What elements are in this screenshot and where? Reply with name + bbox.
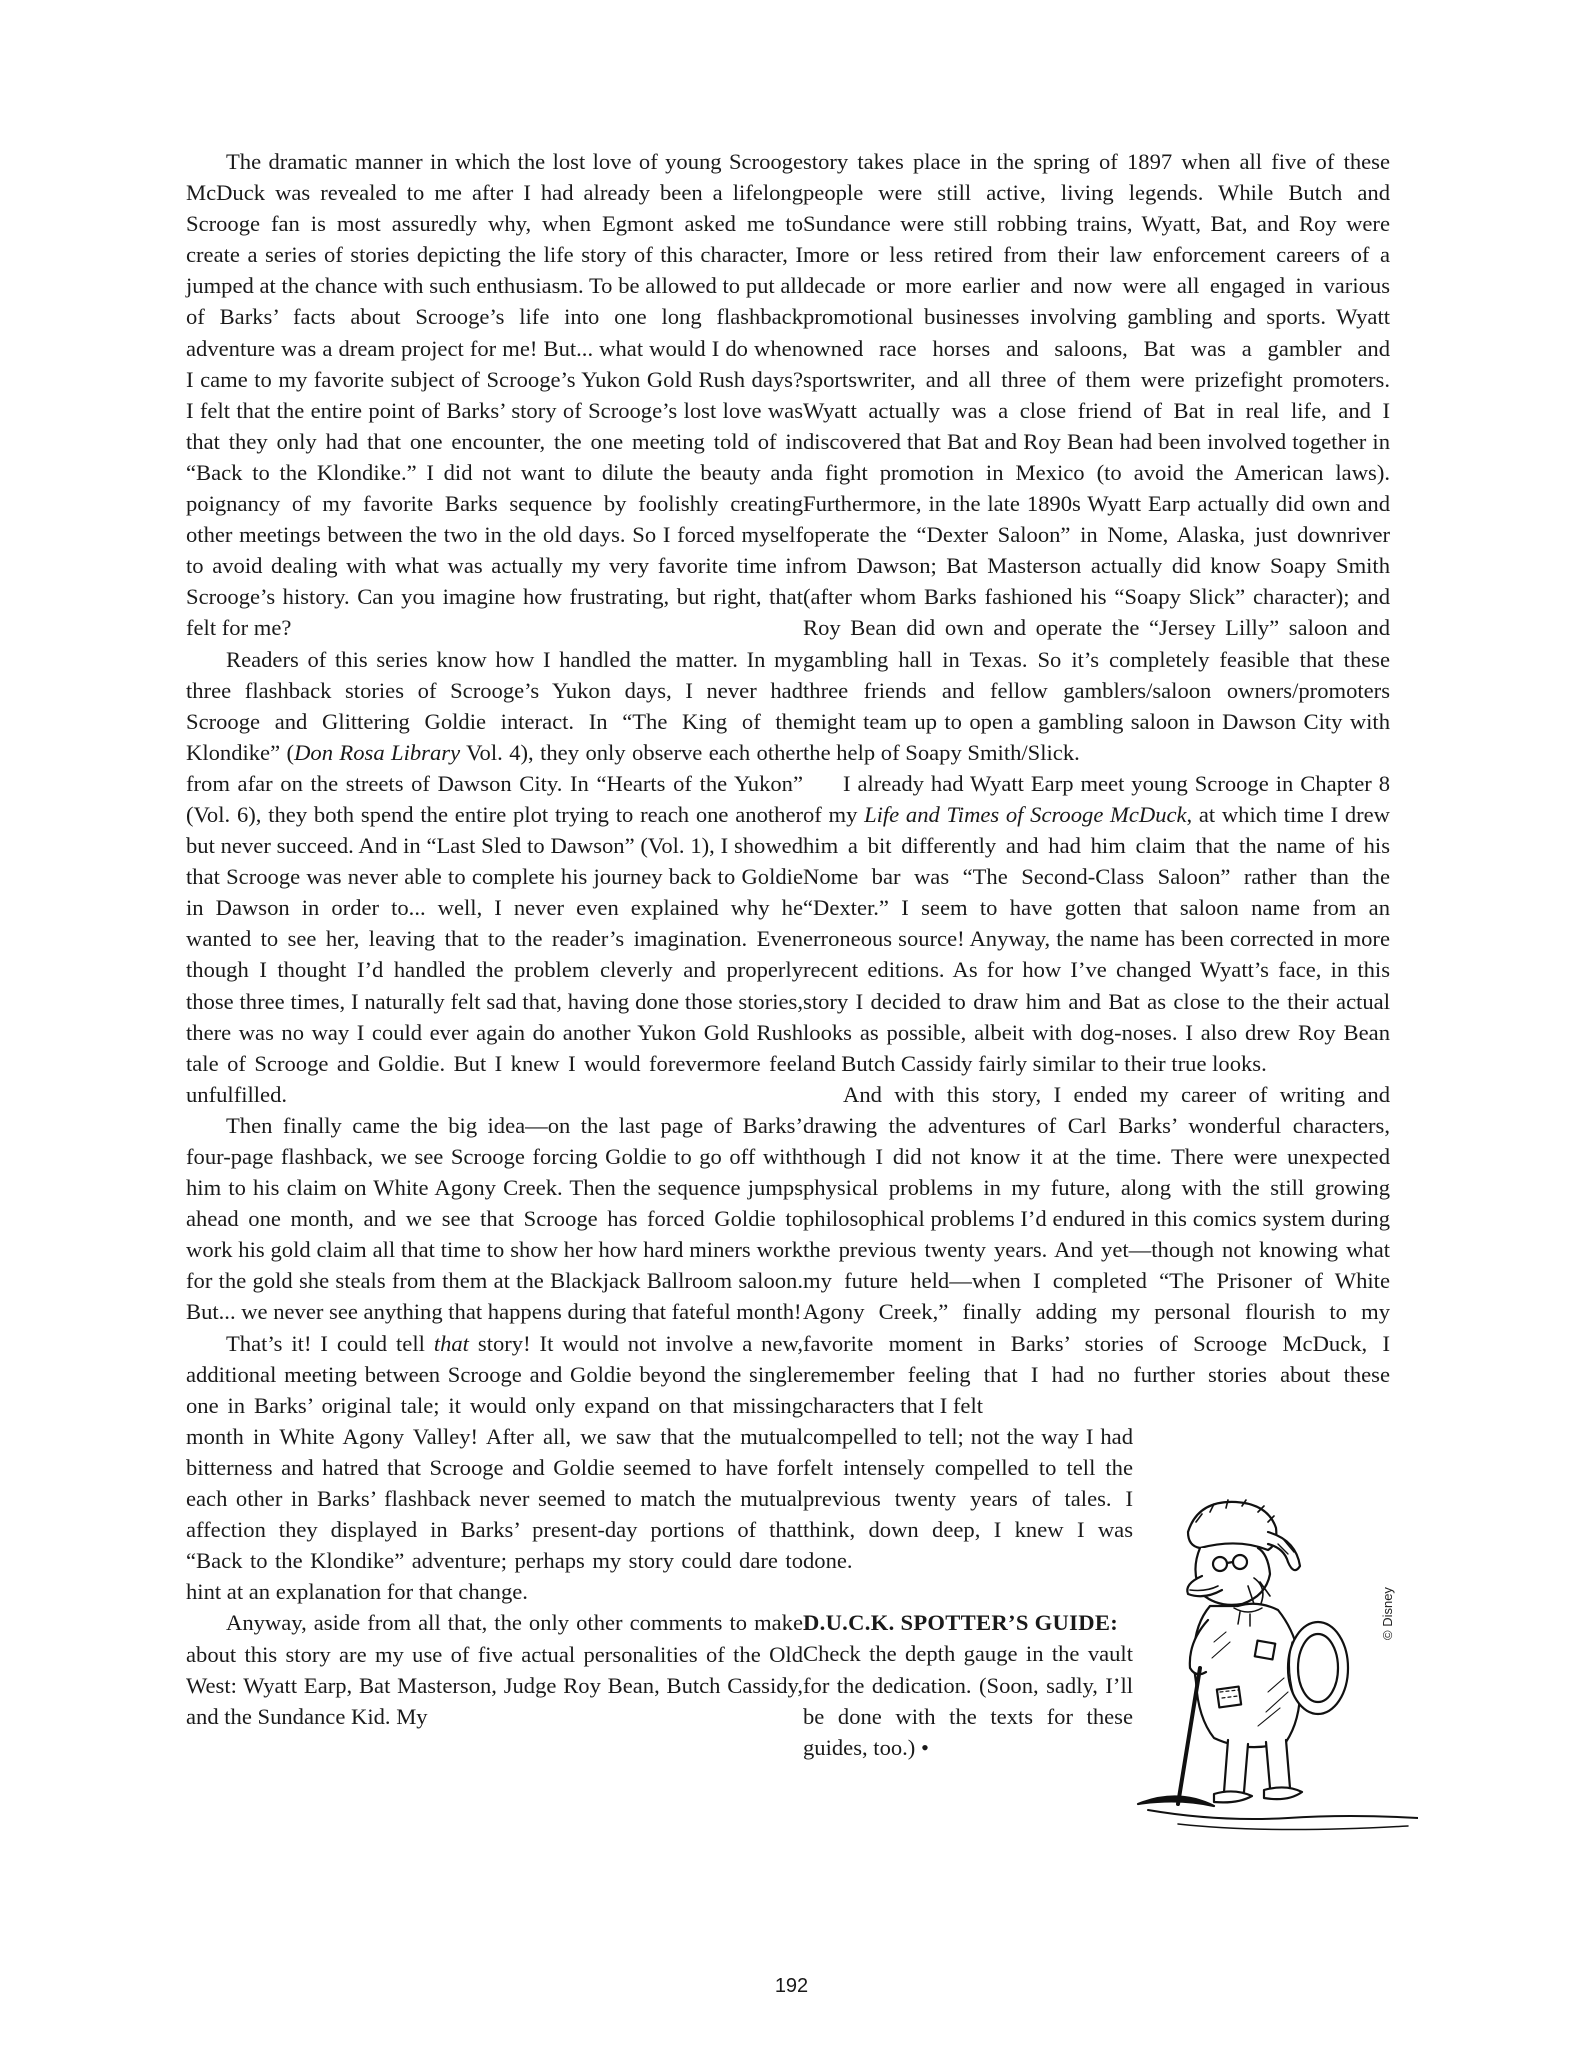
page-number: 192 <box>774 1975 809 1997</box>
body-paragraph: The dramatic manner in which the lost love of young Scrooge McDuck was revealed to me after I had already been a lifelong Scrooge fan is most assuredly why, when Egmont asked me to create a series of stories depicting the life story of this character, I jumped at the chance with such enthusiasm. To be allowed to put all of Barks’ facts about Scrooge’s life into one long flashback adventure was a dream project for me! But... what would I do when I came to my favorite subject of Scrooge’s Yukon Gold Rush days? I felt that the entire point of Barks’ story of Scrooge’s lost love was that they only had that one encounter, the one meeting told of in “Back to the Klondike.” I did not want to dilute the beauty and poignancy of my favorite Barks sequence by foolishly creating other meetings between the two in the old days. So I forced myself to avoid dealing with what was actually my very favorite time in Scrooge’s history. Can you imagine how frustrating, but right, that felt for me? <box>186 149 803 641</box>
text-run: story! It would not involve a new, additional meeting between Scrooge and Goldie beyond the single one in Barks’ original tale; it would only expand on that missing month in White Agony Valley! After all, we saw that the mutual bitterness and hatred that Scrooge and Goldie seemed to have for each other in Barks’ flashback never seemed to match the mutual affection they displayed in Barks’ present-day portions of that “Back to the Klondike” adventure; perhaps my story could dare to hint at an explanation for that change. <box>186 1330 804 1605</box>
text-run: That’s it! I could tell <box>226 1330 434 1356</box>
text-run: Vol. 4), they only observe each other from afar on the streets of Dawson City. In “Hearts of the Yukon” (Vol. 6), they both spend the entire plot trying to reach one another but never succeed. And in “Last Sled to Dawson” (Vol. 1), I showed that Scrooge was never able to complete his journey back to Goldie in Dawson in order to... well, I never even explained why he wanted to see her, leaving that to the reader’s imagination. Even though I thought I’d handled the problem cleverly and properly those three times, I naturally felt sad that, having done those stories, there was no way I could ever again do another Yukon Gold Rush tale of Scrooge and Goldie. But I knew I would forevermore feel unfulfilled. <box>186 739 803 1107</box>
italic-title: Life and Times of Scrooge McDuck <box>864 801 1187 827</box>
italic-word: that <box>433 1330 469 1356</box>
body-paragraph: story takes place in the spring of 1897 when all five of these people were still active, living legends. While Butch and Sundance were still robbing trains, Wyatt, Bat, and Roy were more or less retired from their law enforcement careers of a decade or more earlier and now were all engaged in various promotional businesses involving gambling and sports. Wyatt owned race horses and saloons, Bat was a gambler and sportswriter, and all three of them were prizefight promoters. Wyatt actually was a close friend of Bat in real life, and I discovered that Bat and Roy Bean had been involved together in a fight promotion in Mexico (to avoid the American laws). Furthermore, in the late 1890s Wyatt Earp actually did own and operate the “Dexter Saloon” in Nome, Alaska, just downriver from Dawson; Bat Masterson actually did know Soapy Smith (after whom Barks fashioned his “Soapy Slick” character); and Roy Bean did own and operate the “Jersey Lilly” saloon and gambling hall in Texas. So it’s completely feasible that these three friends and fellow gamblers/saloon owners/promoters might team up to open a gambling saloon in Dawson City with the help of Soapy Smith/Slick. <box>803 149 1390 765</box>
copyright-credit: © Disney <box>1380 1587 1395 1640</box>
body-paragraph <box>186 644 803 1110</box>
text-run: I already had Wyatt Earp meet young Scrooge in Chapter 8 of my <box>803 770 1390 827</box>
italic-title: Don Rosa Library <box>294 739 461 765</box>
scrooge-illustration <box>1118 1492 1418 1844</box>
body-paragraph: Anyway, aside from all that, the only other comments to make about this story are my use of five actual personalities of the Old West: Wyatt Earp, Bat Masterson, Judge Roy Bean, Butch Cassidy, and the Sundance Kid. My <box>186 1610 803 1729</box>
body-paragraph <box>186 1328 803 1608</box>
body-paragraph: And with this story, I ended my career of writing and drawing the adventures of Carl Barks’ wonderful characters, though I did not know it at the time. There were unexpected physical problems in my future, along with the still growing philosophical problems I’d endured in this comics system during the previous twenty years. And yet—though not knowing what my future held—when I completed “The Prisoner of White Agony Creek,” finally adding my personal flourish to my favorite moment in Barks’ stories of Scrooge McDuck, I remember feeling that I had no further stories about these characters that I felt <box>803 1081 1390 1418</box>
spotters-guide-heading: D.U.C.K. SPOTTER’S GUIDE: <box>803 1610 1119 1636</box>
left-column <box>186 146 803 1732</box>
body-paragraph <box>803 768 1390 1079</box>
text-run: , at which time I drew him a bit differently and had him claim that the name of his Nome bar was “The Second-Class Saloon” rather than the “Dexter.” I seem to have gotten that saloon name from an erroneous source! Anyway, the name has been corrected in more recent editions. As for how I’ve changed Wyatt’s face, in this story I decided to draw him and Bat as close to the their actual looks as possible, albeit with dog-noses. I also drew Roy Bean and Butch Cassidy fairly similar to their true looks. <box>803 801 1390 1076</box>
spotters-guide-text: Check the depth gauge in the vault for the dedication. (Soon, sadly, I’ll be done with the texts for these guides, too.) • <box>803 1641 1133 1760</box>
body-paragraph-wrapped: compelled to tell; not the way I had felt intensely compelled to tell the previous twenty years of tales. I think, down deep, I knew I was done. <box>803 1423 1133 1574</box>
body-paragraph: Then finally came the big idea—on the last page of Barks’ four-page flashback, we see Scrooge forcing Goldie to go off with him to his claim on White Agony Creek. Then the sequence jumps ahead one month, and we see that Scrooge has forced Goldie to work his gold claim all that time to show her how hard miners work for the gold she steals from them at the Blackjack Ballroom saloon. But... we never see anything that happens during that fateful month! <box>186 1112 803 1325</box>
text-run: Readers of this series know how I handled the matter. In my three flashback stories of Scrooge’s Yukon days, I never had Scrooge and Glittering Goldie interact. In “The King of the Klondike” ( <box>186 646 803 765</box>
